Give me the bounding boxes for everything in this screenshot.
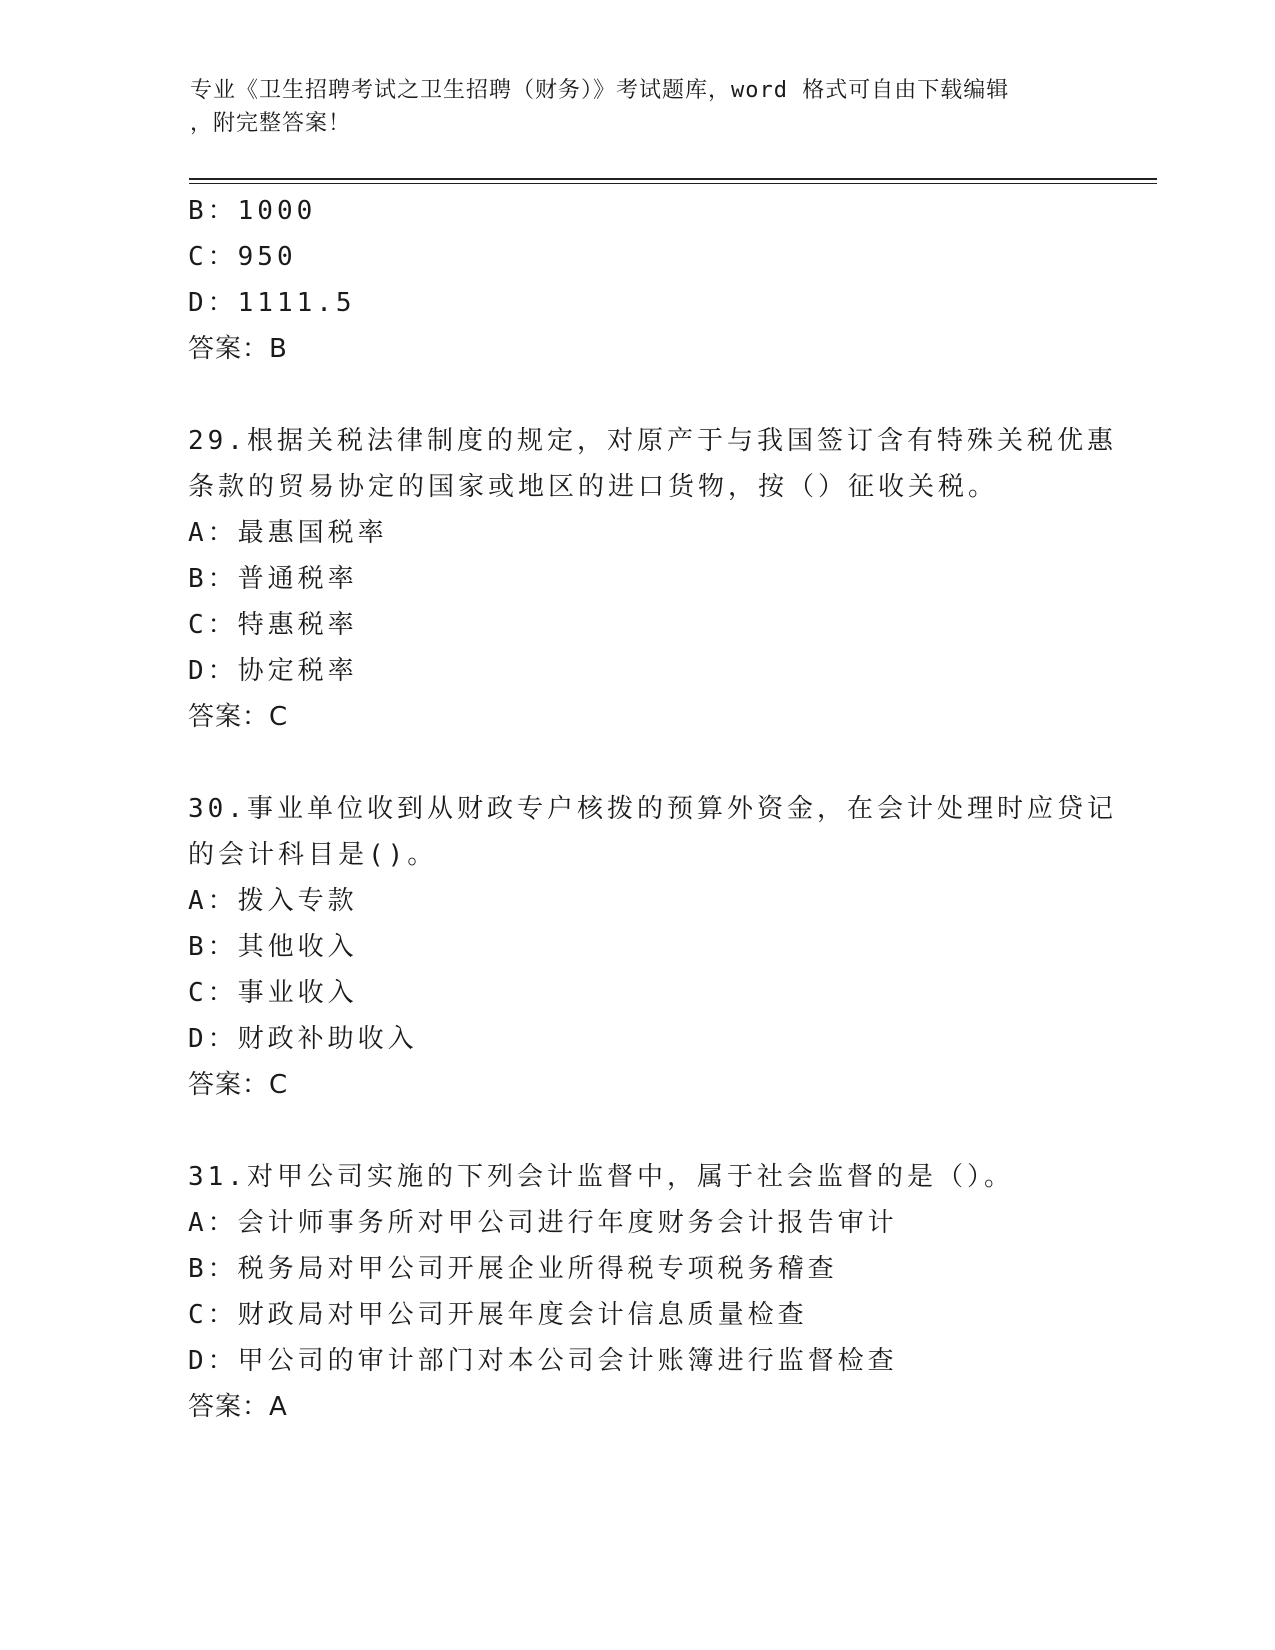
option-b: B：普通税率 — [188, 564, 358, 594]
option-c: C：特惠税率 — [188, 610, 358, 640]
option-a: A：会计师事务所对甲公司进行年度财务会计报告审计 — [188, 1208, 898, 1238]
option-a: A：最惠国税率 — [188, 518, 388, 548]
spacer — [188, 1108, 1088, 1154]
prev-question-tail — [188, 188, 1088, 372]
answer-line: 答案：B — [188, 334, 288, 364]
option-c: C：事业收入 — [188, 978, 358, 1008]
spacer — [188, 740, 1088, 786]
answer-line: 答案：A — [188, 1392, 288, 1422]
option-c: C：财政局对甲公司开展年度会计信息质量检查 — [188, 1300, 808, 1330]
header-line-2: ，附完整答案！ — [190, 111, 352, 136]
document-header — [190, 74, 1090, 140]
header-rule-thick — [189, 178, 1157, 180]
question-text-line: 条款的贸易协定的国家或地区的进口货物，按（）征收关税。 — [188, 472, 999, 502]
answer-line: 答案：C — [188, 1070, 289, 1100]
question-text-line: 30.事业单位收到从财政专户核拨的预算外资金，在会计处理时应贷记 — [188, 794, 1117, 824]
spacer — [188, 372, 1088, 418]
question-text-line: 的会计科目是()。 — [188, 840, 438, 870]
option-d: D：甲公司的审计部门对本公司会计账簿进行监督检查 — [188, 1346, 898, 1376]
question-content — [188, 188, 1117, 1430]
option-d: D：协定税率 — [188, 656, 358, 686]
question-text-line: 31.对甲公司实施的下列会计监督中，属于社会监督的是（）。 — [188, 1162, 1014, 1192]
question-text-line: 29.根据关税法律制度的规定，对原产于与我国签订含有特殊关税优惠 — [188, 426, 1117, 456]
option-c: C：950 — [188, 242, 297, 272]
question-29 — [188, 418, 1117, 740]
option-b: B：1000 — [188, 196, 317, 226]
question-31 — [188, 1154, 1088, 1430]
header-line-1: 专业《卫生招聘考试之卫生招聘（财务）》考试题库，word 格式可自由下载编辑 — [190, 78, 1010, 103]
option-d: D：1111.5 — [188, 288, 356, 318]
option-b: B：税务局对甲公司开展企业所得税专项税务稽查 — [188, 1254, 838, 1284]
answer-line: 答案：C — [188, 702, 289, 732]
option-d: D：财政补助收入 — [188, 1024, 418, 1054]
option-a: A：拨入专款 — [188, 886, 358, 916]
question-30 — [188, 786, 1117, 1108]
header-rule-thin — [189, 183, 1157, 184]
option-b: B：其他收入 — [188, 932, 358, 962]
